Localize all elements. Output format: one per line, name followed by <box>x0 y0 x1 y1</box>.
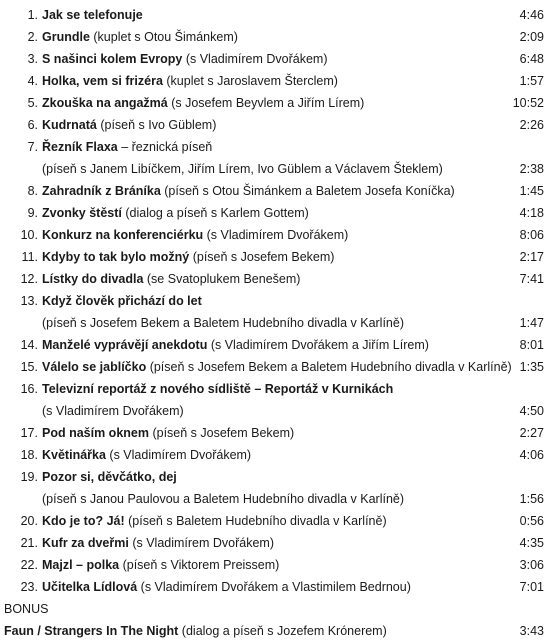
track-row <box>0 422 550 444</box>
track-row <box>0 268 550 290</box>
track-number: 8. <box>27 184 38 198</box>
track-row <box>0 378 550 422</box>
track-duration: 3:06 <box>519 558 544 572</box>
track-number: 23. <box>20 580 38 594</box>
track-number: 11. <box>21 250 38 264</box>
track-duration: 4:06 <box>519 448 544 462</box>
track-number: 1. <box>27 8 38 22</box>
track-title: S našinci kolem Evropy <box>42 52 183 66</box>
track-duration: 10:52 <box>512 96 544 110</box>
track-text <box>42 290 498 334</box>
track-detail-line2: (píseň s Josefem Bekem a Baletem Hudebního divadla v Karlíně) <box>42 316 404 330</box>
track-text <box>42 356 512 378</box>
track-title: Holka, vem si frizéra <box>42 74 163 88</box>
track-number: 5. <box>27 96 38 110</box>
track-text <box>42 576 498 598</box>
track-number: 21. <box>20 536 38 550</box>
track-row <box>0 334 550 356</box>
track-title: Grundle <box>42 30 90 44</box>
track-duration: 2:17 <box>519 250 544 264</box>
track-row <box>0 48 550 70</box>
track-row <box>0 290 550 334</box>
track-text <box>42 136 498 180</box>
track-row <box>0 4 550 26</box>
track-title: Květinářka <box>42 448 106 462</box>
track-number: 14. <box>20 338 38 352</box>
track-duration: 1:35 <box>519 360 544 374</box>
track-detail: (kuplet s Otou Šimánkem) <box>89 30 238 44</box>
track-row <box>0 136 550 180</box>
track-detail: (se Svatoplukem Benešem) <box>143 272 301 286</box>
track-number: 10. <box>20 228 38 242</box>
track-detail-line2: (s Vladimírem Dvořákem) <box>42 404 184 418</box>
track-duration: 6:48 <box>519 52 544 66</box>
track-number: 3. <box>27 52 38 66</box>
track-detail: (s Vladimírem Dvořákem) <box>203 228 349 242</box>
track-number: 17. <box>20 426 38 440</box>
track-duration: 2:27 <box>519 426 544 440</box>
track-row <box>0 246 550 268</box>
track-number: 6. <box>27 118 38 132</box>
track-row <box>0 466 550 510</box>
track-row <box>0 114 550 136</box>
track-title: Řezník Flaxa <box>42 140 118 154</box>
bonus-label: BONUS <box>4 602 49 616</box>
track-text <box>42 532 498 554</box>
track-title: Pod naším oknem <box>42 426 149 440</box>
track-row <box>0 356 550 378</box>
track-number: 2. <box>27 30 38 44</box>
track-detail: – řeznická píseň <box>117 140 213 154</box>
track-number: 16. <box>20 382 38 396</box>
track-number: 4. <box>27 74 38 88</box>
track-number: 9. <box>27 206 38 220</box>
track-detail: (dialog a píseň s Karlem Gottem) <box>121 206 309 220</box>
track-number: 7. <box>27 140 38 154</box>
track-detail: (dialog a píseň s Jozefem Krónerem) <box>178 624 387 638</box>
track-detail: (s Vladimírem Dvořákem a Jiřím Lírem) <box>207 338 429 352</box>
track-duration: 4:46 <box>519 8 544 22</box>
track-text <box>42 202 498 224</box>
track-duration: 2:38 <box>519 162 544 176</box>
track-row <box>0 224 550 246</box>
track-text <box>42 180 498 202</box>
track-detail: (s Vladimírem Dvořákem) <box>128 536 275 550</box>
track-detail-line2: (píseň s Janou Paulovou a Baletem Hudebního divadla v Karlíně) <box>42 492 405 506</box>
track-text <box>42 48 498 70</box>
track-duration: 8:01 <box>519 338 544 352</box>
track-number: 20. <box>20 514 38 528</box>
track-title: Jak se telefonuje <box>42 8 143 22</box>
track-row <box>0 444 550 466</box>
track-title: Zahradník z Bráníka <box>42 184 161 198</box>
track-detail: (s Vladimírem Dvořákem) <box>105 448 252 462</box>
track-text <box>42 92 498 114</box>
track-number: 19. <box>20 470 38 484</box>
track-duration: 2:09 <box>519 30 544 44</box>
track-text <box>42 444 498 466</box>
track-title: Televizní reportáž z nového sídliště – Reportáž v Kurnikách <box>42 382 394 396</box>
track-duration: 1:47 <box>519 316 544 330</box>
track-text <box>42 70 498 92</box>
track-detail: (píseň s Otou Šimánkem a Baletem Josefa Koníčka) <box>160 184 455 198</box>
track-text <box>42 378 498 422</box>
track-row <box>0 532 550 554</box>
track-detail: (kuplet s Jaroslavem Šterclem) <box>162 74 338 88</box>
track-number: 13. <box>20 294 38 308</box>
track-text <box>42 246 498 268</box>
track-row <box>0 70 550 92</box>
track-text <box>42 334 498 356</box>
track-text <box>42 224 498 246</box>
track-text <box>42 466 498 510</box>
track-number: 18. <box>20 448 38 462</box>
bonus-track-row <box>0 620 550 642</box>
track-title: Kudrnatá <box>42 118 97 132</box>
track-duration: 4:50 <box>519 404 544 418</box>
track-title: Učitelka Lídlová <box>42 580 138 594</box>
track-duration: 7:41 <box>519 272 544 286</box>
track-duration: 2:26 <box>519 118 544 132</box>
track-row <box>0 92 550 114</box>
track-title: Kdo je to? Já! <box>42 514 125 528</box>
track-row <box>0 180 550 202</box>
track-duration: 8:06 <box>519 228 544 242</box>
track-row <box>0 202 550 224</box>
track-title: Manželé vyprávějí anekdotu <box>42 338 208 352</box>
track-title: Kdyby to tak bylo možný <box>42 250 190 264</box>
track-title: Válelo se jablíčko <box>42 360 147 374</box>
track-text <box>42 510 498 532</box>
track-title: Zkouška na angažmá <box>42 96 168 110</box>
track-title: Když člověk přichází do let <box>42 294 202 308</box>
track-title: Kufr za dveřmi <box>42 536 129 550</box>
track-number: 22. <box>20 558 38 572</box>
track-detail: (píseň s Josefem Bekem) <box>148 426 295 440</box>
track-duration: 1:45 <box>519 184 544 198</box>
track-detail-line2: (píseň s Janem Libíčkem, Jiřím Lírem, Ivo Güblem a Václavem Šteklem) <box>42 162 443 176</box>
track-duration: 0:56 <box>519 514 544 528</box>
track-row <box>0 510 550 532</box>
track-row <box>0 26 550 48</box>
track-title: Zvonky štěstí <box>42 206 122 220</box>
track-title: Konkurz na konferenciérku <box>42 228 204 242</box>
track-text <box>42 114 498 136</box>
track-text <box>42 422 498 444</box>
track-duration: 4:18 <box>519 206 544 220</box>
track-text <box>4 620 498 642</box>
track-detail: (píseň s Josefem Bekem a Baletem Hudebního divadla v Karlíně) <box>146 360 512 374</box>
track-number: 15. <box>20 360 38 374</box>
track-duration: 1:56 <box>519 492 544 506</box>
track-number: 12. <box>20 272 38 286</box>
track-title: Majzl – polka <box>42 558 120 572</box>
track-detail: (s Vladimírem Dvořákem) <box>182 52 328 66</box>
track-text <box>42 26 498 48</box>
track-duration: 3:43 <box>519 624 544 638</box>
track-detail: (s Josefem Beyvlem a Jiřím Lírem) <box>167 96 365 110</box>
track-row <box>0 576 550 598</box>
track-text <box>42 4 498 26</box>
track-detail: (s Vladimírem Dvořákem a Vlastimilem Bedrnou) <box>137 580 411 594</box>
track-detail: (píseň s Ivo Güblem) <box>96 118 217 132</box>
track-duration: 1:57 <box>519 74 544 88</box>
track-title: Faun / Strangers In The Night <box>4 624 179 638</box>
track-detail: (píseň s Josefem Bekem) <box>189 250 335 264</box>
track-detail: (píseň s Baletem Hudebního divadla v Karlíně) <box>124 514 387 528</box>
track-text <box>42 268 498 290</box>
track-title: Pozor si, děvčátko, dej <box>42 470 177 484</box>
track-detail: (píseň s Viktorem Preissem) <box>119 558 280 572</box>
track-duration: 7:01 <box>519 580 544 594</box>
track-title: Lístky do divadla <box>42 272 144 286</box>
track-duration: 4:35 <box>519 536 544 550</box>
